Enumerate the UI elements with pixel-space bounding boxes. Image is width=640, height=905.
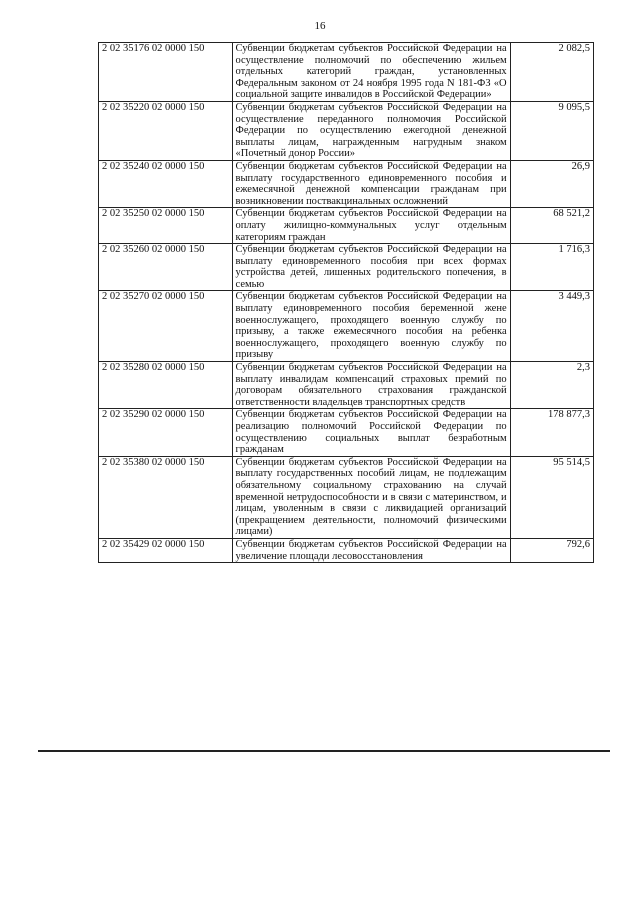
table-row <box>99 538 594 562</box>
table-row <box>99 160 594 207</box>
description-cell: Субвенции бюджетам субъектов Российской Федерации на осуществление переданного полномочия Российской Федерации по осуществлению ежегодной денежной выплаты лицам, награжденным нагрудным знаком «Почетный донор России» <box>232 101 510 160</box>
description-cell: Субвенции бюджетам субъектов Российской Федерации на выплату государственного единовременного пособия и ежемесячной денежной компенсации гражданам при возникновении поствакцинальных осложнений <box>232 160 510 207</box>
table-row <box>99 101 594 160</box>
budget-table-body <box>99 43 594 563</box>
table-row <box>99 362 594 409</box>
amount-cell: 792,6 <box>510 538 593 562</box>
description-cell: Субвенции бюджетам субъектов Российской Федерации на выплату государственных пособий лицам, не подлежащим обязательному социальному страхованию на случай временной нетрудоспособности и в связи с материнством, и лицам, уволенным в связи с ликвидацией организаций (прекращением деятельности, полномочий физическими лицами) <box>232 456 510 538</box>
description-cell: Субвенции бюджетам субъектов Российской Федерации на выплату инвалидам компенсаций страховых премий по договорам обязательного страхования гражданской ответственности владельцев транспортных средств <box>232 362 510 409</box>
amount-cell: 178 877,3 <box>510 409 593 456</box>
table-row <box>99 409 594 456</box>
amount-cell: 1 716,3 <box>510 244 593 291</box>
amount-cell: 68 521,2 <box>510 208 593 244</box>
budget-code-cell: 2 02 35429 02 0000 150 <box>99 538 233 562</box>
amount-cell: 26,9 <box>510 160 593 207</box>
budget-code-cell: 2 02 35260 02 0000 150 <box>99 244 233 291</box>
table-row <box>99 456 594 538</box>
budget-table <box>98 42 594 563</box>
budget-code-cell: 2 02 35250 02 0000 150 <box>99 208 233 244</box>
description-cell: Субвенции бюджетам субъектов Российской Федерации на выплату единовременного пособия беременной жене военнослужащего, проходящего военную службу по призыву, а также ежемесячного пособия на ребенка военнослужащего, проходящего военную службу по призыву <box>232 291 510 362</box>
description-cell: Субвенции бюджетам субъектов Российской Федерации на увеличение площади лесовосстановления <box>232 538 510 562</box>
description-cell: Субвенции бюджетам субъектов Российской Федерации на осуществление полномочий по обеспечению жильем отдельных категорий граждан, установленных Федеральным законом от 24 ноября 1995 года N 181-ФЗ «О социальной защите инвалидов в Российской Федерации» <box>232 43 510 102</box>
table-row <box>99 43 594 102</box>
page-number: 16 <box>314 20 326 32</box>
amount-cell: 3 449,3 <box>510 291 593 362</box>
amount-cell: 9 095,5 <box>510 101 593 160</box>
amount-cell: 2,3 <box>510 362 593 409</box>
description-cell: Субвенции бюджетам субъектов Российской Федерации на оплату жилищно-коммунальных услуг отдельным категориям граждан <box>232 208 510 244</box>
table-row <box>99 208 594 244</box>
budget-code-cell: 2 02 35240 02 0000 150 <box>99 160 233 207</box>
budget-code-cell: 2 02 35380 02 0000 150 <box>99 456 233 538</box>
budget-code-cell: 2 02 35220 02 0000 150 <box>99 101 233 160</box>
budget-code-cell: 2 02 35280 02 0000 150 <box>99 362 233 409</box>
bottom-rule <box>38 750 610 752</box>
table-row <box>99 244 594 291</box>
budget-code-cell: 2 02 35290 02 0000 150 <box>99 409 233 456</box>
amount-cell: 95 514,5 <box>510 456 593 538</box>
budget-code-cell: 2 02 35270 02 0000 150 <box>99 291 233 362</box>
budget-code-cell: 2 02 35176 02 0000 150 <box>99 43 233 102</box>
description-cell: Субвенции бюджетам субъектов Российской Федерации на реализацию полномочий Российской Федерации по осуществлению социальных выплат безработным гражданам <box>232 409 510 456</box>
description-cell: Субвенции бюджетам субъектов Российской Федерации на выплату единовременного пособия при всех формах устройства детей, лишенных родительского попечения, в семью <box>232 244 510 291</box>
table-row <box>99 291 594 362</box>
amount-cell: 2 082,5 <box>510 43 593 102</box>
